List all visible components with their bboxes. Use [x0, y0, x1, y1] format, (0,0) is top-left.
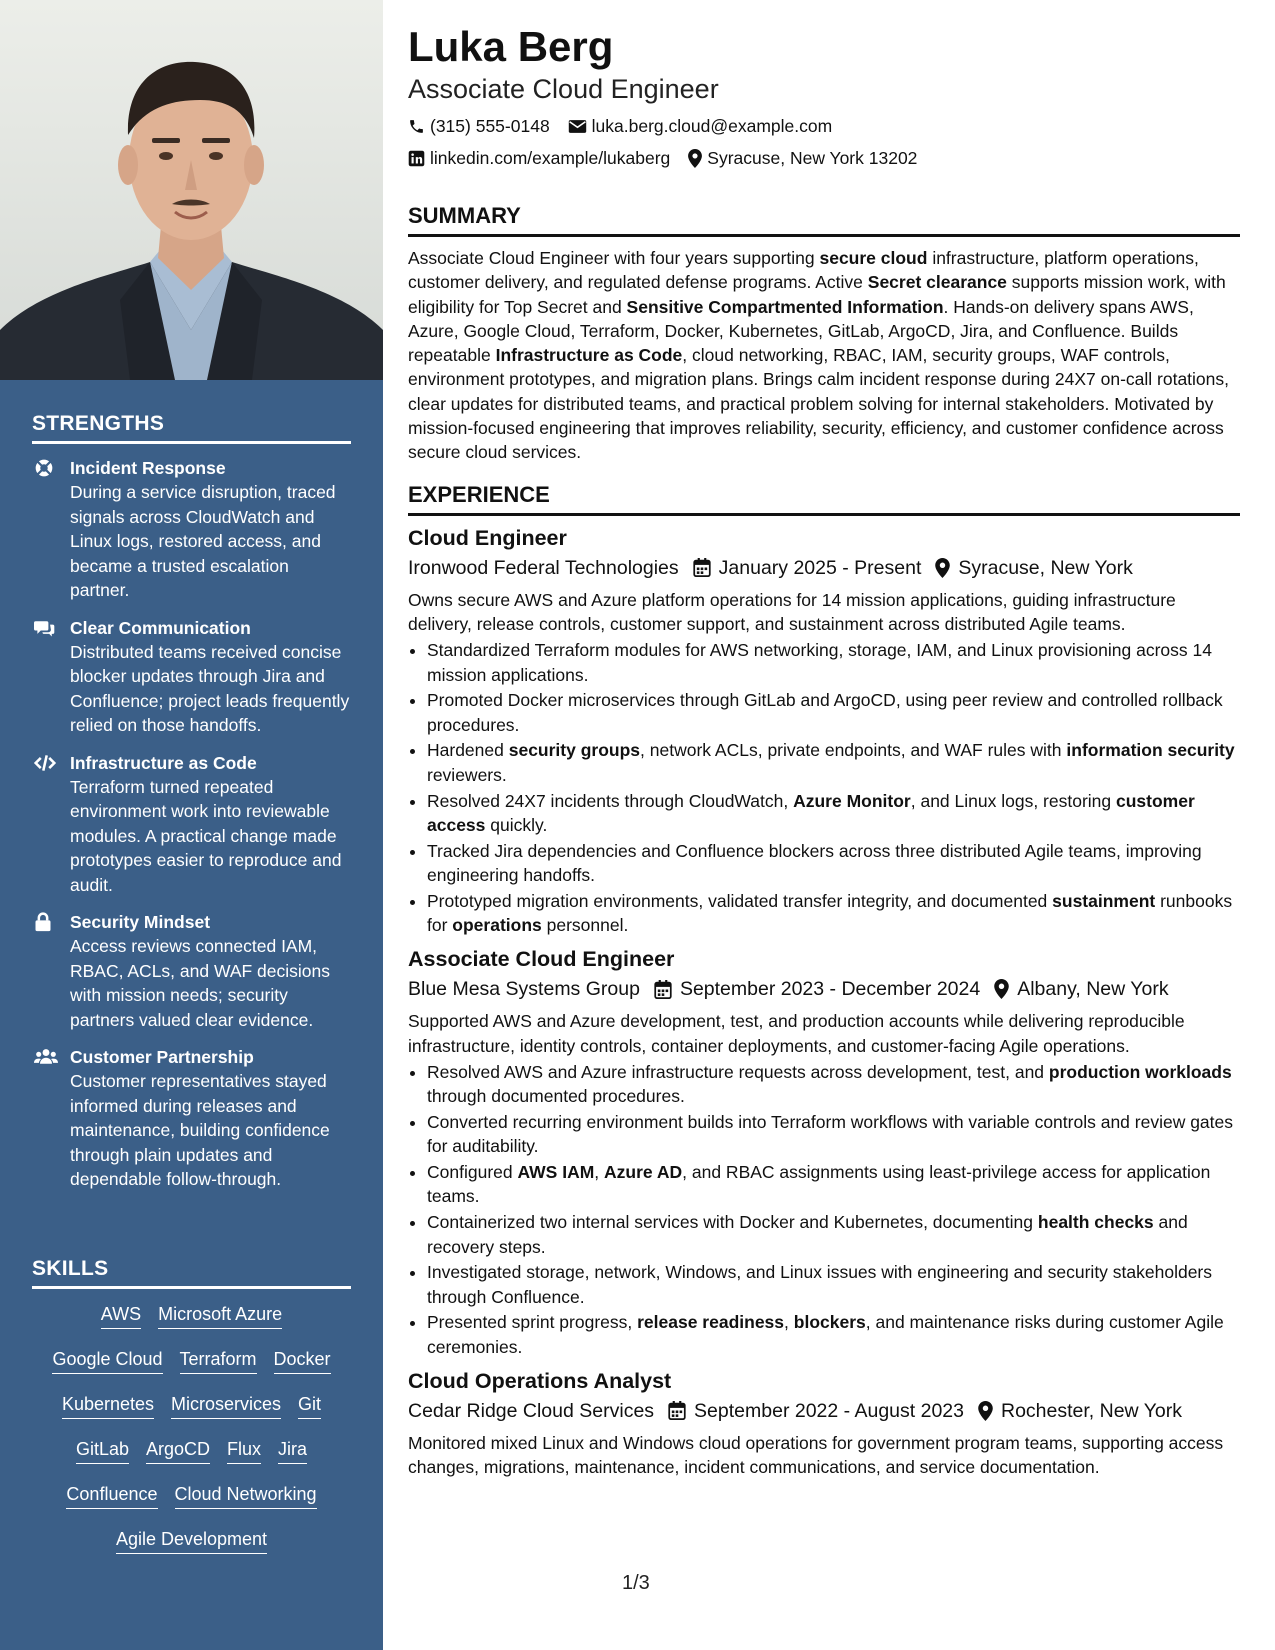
bold-text: Sensitive Compartmented Information — [626, 296, 944, 317]
job-bullet — [427, 1310, 1240, 1359]
text-segment: , and RBAC assignments using least-privilege access for application teams. — [427, 1162, 1211, 1207]
job-location — [978, 1397, 1182, 1425]
bold-text: Infrastructure as Code — [495, 345, 683, 366]
strengths-list — [32, 456, 351, 1192]
lifebuoy-icon — [34, 458, 54, 478]
contact-row-2 — [408, 146, 1240, 170]
job-bullet — [427, 638, 1240, 687]
text-segment: through documented procedures. — [427, 1086, 685, 1107]
job-dates-text: September 2023 - December 2024 — [679, 978, 981, 1001]
phone-icon — [408, 118, 425, 135]
text-segment: Containerized two internal services with Docker and Kubernetes, documenting — [427, 1212, 1038, 1233]
summary-heading: SUMMARY — [408, 202, 1240, 237]
text-segment: , cloud networking, RBAC, IAM, security groups, WAF controls, environment prototypes, and migration plans. Brings calm incident response during 24X7 on-call rotations, clear updates for distributed teams, and practical problem solving for internal stakeholders. Motivated by mission-focused engineering that improves reliability, security, efficiency, and customer confidence across secure cloud services. — [408, 345, 1230, 463]
skill-tag: GitLab — [76, 1438, 129, 1464]
contact-location — [688, 146, 917, 170]
bold-text: AWS IAM — [517, 1162, 595, 1183]
skill-row — [32, 1528, 351, 1554]
job-bullet — [427, 839, 1240, 888]
text-segment: Associate Cloud Engineer with four years supporting — [408, 248, 820, 268]
location-text: Syracuse, New York 13202 — [707, 148, 918, 168]
skill-tag: Flux — [227, 1438, 261, 1464]
bold-text: release readiness — [637, 1312, 785, 1333]
job-location-text: Rochester, New York — [1001, 1399, 1183, 1422]
skill-row — [32, 1303, 351, 1329]
code-icon — [34, 753, 54, 773]
text-segment: , and maintenance risks during customer Agile ceremonies. — [427, 1312, 1224, 1357]
text-segment: Tracked Jira dependencies and Confluence blockers across three distributed Agile teams, improving engineering handoffs. — [427, 840, 1202, 885]
job-entry — [408, 524, 1240, 938]
strength-item — [32, 1045, 351, 1192]
job-bullet — [427, 1060, 1240, 1109]
job-location — [994, 975, 1168, 1003]
skill-tag: Google Cloud — [52, 1348, 162, 1374]
users-icon — [34, 1047, 54, 1067]
map-pin-icon — [978, 1401, 993, 1421]
text-segment: Standardized Terraform modules for AWS networking, storage, IAM, and Linux provisioning across 14 mission applications. — [427, 640, 1212, 685]
bold-text: production workloads — [1048, 1061, 1232, 1082]
skill-row — [32, 1393, 351, 1419]
summary-text — [408, 246, 1240, 465]
job-bullet — [427, 789, 1240, 838]
envelope-icon — [568, 119, 587, 134]
skill-tag: Kubernetes — [62, 1393, 154, 1419]
calendar-icon — [654, 980, 672, 999]
job-location — [935, 554, 1133, 582]
map-pin-icon — [994, 979, 1009, 999]
skill-row — [32, 1348, 351, 1374]
profile-photo-illustration — [0, 0, 383, 380]
job-dates — [654, 975, 980, 1003]
bold-text: blockers — [793, 1312, 866, 1333]
bold-text: sustainment — [1052, 890, 1156, 911]
job-bullet — [427, 688, 1240, 737]
bold-text: Azure AD — [604, 1162, 683, 1183]
text-segment: infrastructure, platform operations, customer delivery, and regulated defense programs. Active — [408, 248, 1199, 293]
skill-tag: AWS — [101, 1303, 141, 1329]
map-pin-icon — [935, 558, 950, 578]
skill-row — [32, 1483, 351, 1509]
strengths-section — [32, 412, 351, 1205]
summary-section — [408, 202, 1240, 465]
job-dates-text: January 2025 - Present — [718, 556, 922, 579]
job-title: Associate Cloud Engineer — [408, 947, 675, 972]
map-pin-icon — [688, 149, 702, 168]
experience-list — [408, 524, 1240, 1480]
skills-heading: SKILLS — [32, 1257, 351, 1289]
job-bullets — [408, 1060, 1240, 1359]
job-bullet — [427, 1260, 1240, 1309]
strength-text: Terraform turned repeated environment work into reviewable modules. A practical change made prototypes easier to reproduce and audit. — [70, 776, 342, 895]
job-description: Supported AWS and Azure development, test, and production accounts while delivering reproducible infrastructure, identity controls, container deployments, and customer-facing Agile operations. — [408, 1011, 1185, 1056]
phone-text: (315) 555-0148 — [430, 116, 550, 136]
job-entry — [408, 945, 1240, 1359]
job-bullet — [427, 738, 1240, 787]
text-segment: and recovery steps. — [427, 1212, 1188, 1257]
skill-tag: Terraform — [180, 1348, 257, 1374]
skill-tag: Microsoft Azure — [158, 1303, 282, 1329]
strength-title: Infrastructure as Code — [70, 752, 257, 773]
skill-tag: Agile Development — [116, 1528, 267, 1554]
skill-tag: Confluence — [66, 1483, 157, 1509]
text-segment: , network ACLs, private endpoints, and WAF rules with — [640, 740, 1067, 761]
contact-linkedin[interactable] — [408, 146, 670, 170]
linkedin-icon — [408, 150, 425, 167]
job-dates-text: September 2022 - August 2023 — [694, 1399, 964, 1422]
strength-text: Access reviews connected IAM, RBAC, ACLs, and WAF decisions with mission needs; security partners valued clear evidence. — [70, 936, 331, 1030]
text-segment: , — [594, 1162, 605, 1183]
skills-list — [32, 1303, 351, 1554]
skill-tag: Microservices — [171, 1393, 281, 1419]
bold-text: customer access — [427, 790, 1195, 835]
candidate-title: Associate Cloud Engineer — [408, 74, 719, 104]
contact-phone — [408, 114, 550, 138]
text-segment: Prototyped migration environments, validated transfer integrity, and documented — [427, 890, 1053, 911]
skills-section — [32, 1257, 351, 1573]
job-bullet — [427, 1160, 1240, 1209]
strength-item — [32, 910, 351, 1032]
bold-text: information security — [1066, 740, 1235, 761]
job-meta — [408, 554, 1240, 582]
calendar-icon — [693, 558, 711, 577]
text-segment: supports mission work, with eligibility for Top Secret and — [408, 272, 1226, 317]
text-segment: runbooks for — [427, 890, 1233, 936]
calendar-icon — [668, 1401, 686, 1420]
skill-tag: Jira — [278, 1438, 307, 1464]
contact-row-1 — [408, 114, 1240, 138]
strength-item — [32, 456, 351, 603]
profile-photo — [0, 0, 383, 380]
lock-icon — [34, 912, 54, 932]
job-company: Cedar Ridge Cloud Services — [408, 1399, 655, 1422]
job-title: Cloud Operations Analyst — [408, 1368, 672, 1393]
text-segment: reviewers. — [427, 764, 507, 785]
job-bullet — [427, 1210, 1240, 1259]
bold-text: Azure Monitor — [793, 790, 911, 811]
skill-tag: Cloud Networking — [175, 1483, 317, 1509]
text-segment: Resolved 24X7 incidents through CloudWatch, — [427, 790, 794, 811]
bold-text: security groups — [508, 740, 641, 761]
text-segment: Resolved AWS and Azure infrastructure requests across development, test, and — [427, 1061, 1049, 1082]
strength-text: Customer representatives stayed informed during releases and maintenance, building confidence through plain updates and dependable follow-through. — [70, 1071, 330, 1189]
skill-row — [32, 1438, 351, 1464]
main-content — [408, 22, 1240, 1480]
job-location-text: Syracuse, New York — [958, 556, 1133, 579]
page-number: 1/3 — [622, 1572, 650, 1594]
job-dates — [693, 554, 922, 582]
job-meta — [408, 975, 1240, 1003]
strength-text: During a service disruption, traced signals across CloudWatch and Linux logs, restored access, and became a trusted escalation partner. — [70, 482, 336, 600]
strength-title: Incident Response — [70, 458, 226, 478]
strength-title: Clear Communication — [70, 617, 251, 638]
linkedin-text: linkedin.com/example/lukaberg — [430, 148, 671, 168]
job-title: Cloud Engineer — [408, 525, 567, 550]
text-segment: Hardened — [427, 740, 509, 761]
bold-text: operations — [452, 915, 542, 936]
job-description: Owns secure AWS and Azure platform operations for 14 mission applications, guiding infrastructure delivery, release controls, customer support, and sustainment across distributed Agile teams. — [408, 589, 1176, 634]
skill-tag: Git — [298, 1393, 321, 1419]
strength-text: Distributed teams received concise blocker updates through Jira and Confluence; project leads frequently relied on those handoffs. — [70, 641, 350, 735]
strength-title: Security Mindset — [70, 912, 211, 932]
job-dates — [668, 1397, 964, 1425]
text-segment: personnel. — [541, 915, 629, 936]
text-segment: , and Linux logs, restoring — [910, 790, 1116, 811]
text-segment: Presented sprint progress, — [427, 1312, 638, 1333]
job-bullet — [427, 1110, 1240, 1159]
sidebar — [0, 0, 383, 1650]
text-segment: , — [784, 1312, 794, 1333]
strength-title: Customer Partnership — [70, 1047, 254, 1067]
bold-text: Secret clearance — [867, 272, 1007, 293]
job-description: Monitored mixed Linux and Windows cloud operations for government program teams, supporting access changes, migrations, maintenance, incident communications, and service documentation. — [408, 1432, 1224, 1478]
candidate-name: Luka Berg — [408, 23, 614, 70]
experience-heading: EXPERIENCE — [408, 481, 1240, 516]
strengths-heading: STRENGTHS — [32, 412, 351, 444]
bold-text: health checks — [1037, 1212, 1154, 1233]
bold-text: secure cloud — [819, 248, 928, 268]
text-segment: Configured — [427, 1162, 518, 1183]
experience-section — [408, 481, 1240, 1480]
text-segment: Converted recurring environment builds into Terraform workflows with variable controls and review gates for auditability. — [427, 1112, 1234, 1157]
contact-email[interactable] — [568, 114, 833, 138]
text-segment: . Hands-on delivery spans AWS, Azure, Google Cloud, Terraform, Docker, Kubernetes, GitLab, ArgoCD, Jira, and Confluence. Builds repeatable — [408, 296, 1194, 366]
job-company: Blue Mesa Systems Group — [408, 978, 640, 1001]
text-segment: Investigated storage, network, Windows, and Linux issues with engineering and security stakeholders through Confluence. — [427, 1262, 1213, 1307]
text-segment: Promoted Docker microservices through GitLab and ArgoCD, using peer review and controlled rollback procedures. — [427, 690, 1223, 735]
job-meta — [408, 1397, 1240, 1425]
job-location-text: Albany, New York — [1017, 978, 1169, 1001]
skill-tag: ArgoCD — [146, 1438, 210, 1464]
comments-icon — [34, 618, 54, 638]
job-bullet — [427, 889, 1240, 938]
text-segment: quickly. — [485, 814, 548, 835]
strength-item — [32, 751, 351, 898]
job-entry — [408, 1367, 1240, 1480]
skill-tag: Docker — [274, 1348, 331, 1374]
job-bullets — [408, 638, 1240, 937]
job-company: Ironwood Federal Technologies — [408, 556, 679, 579]
strength-item — [32, 616, 351, 738]
email-text: luka.berg.cloud@example.com — [591, 116, 833, 136]
